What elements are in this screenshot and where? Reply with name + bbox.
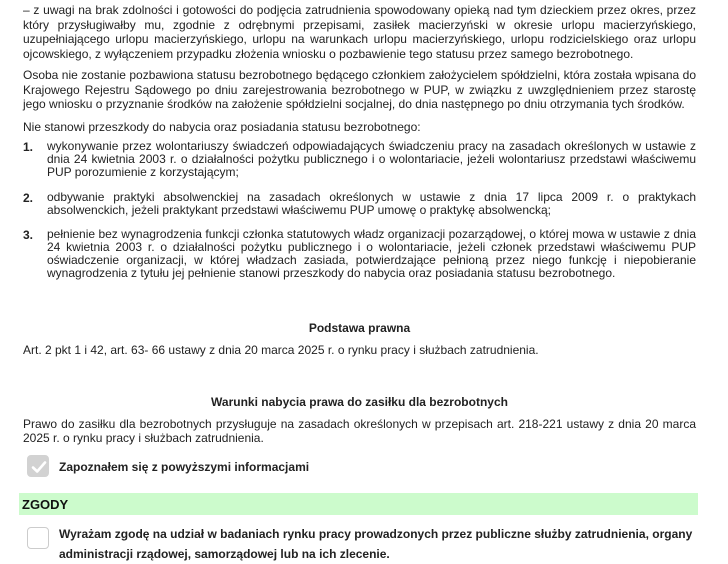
list-item-number: 1. bbox=[23, 140, 34, 154]
list-item-number: 3. bbox=[23, 228, 34, 242]
list-item-text: pełnienie bez wynagrodzenia funkcji członka statutowych władz organizacji pozarządowej, o której mowa w ustawie z dnia 24 kwietnia 2003 r. o działalności pożytku publicznego i o wolontariacie, jeżeli członek przedstawi właściwemu PUP oświadczenie organizacji, w której władzach zasiada, potwierdzające pełnioną przez niego funkcję i niepobieranie wynagrodzenia z tytułu jej pełnienie stanowi przeszkody do nabycia oraz posiadania statusu bezrobotnego. bbox=[47, 227, 696, 280]
list-item-number: 2. bbox=[23, 191, 34, 205]
benefit-conditions-heading: Warunki nabycia prawa do zasiłku dla bezrobotnych bbox=[211, 395, 508, 409]
cooperative-paragraph: Osoba nie zostanie pozbawiona statusu bezrobotnego będącego członkiem założycielem spółdzielni, która została wpisana do Krajowego Rejestru Sądowego po dniu zarejestrowania bezrobotnego w PUP, w związku z uwzględnieniem przez starostę jego wniosku o przyznanie środków na założenie spółdzielni socjalnej, do dnia następnego po dniu otrzymania tych środków. bbox=[23, 68, 696, 111]
legal-basis-text: Art. 2 pkt 1 i 42, art. 63- 66 ustawy z dnia 20 marca 2025 r. o rynku pracy i służbach zatrudnienia. bbox=[23, 343, 539, 357]
legal-basis-heading: Podstawa prawna bbox=[308, 321, 411, 335]
acknowledge-label[interactable]: Zapoznałem się z powyższymi informacjami bbox=[59, 460, 310, 474]
consents-section-header bbox=[19, 493, 698, 515]
benefit-conditions-text: Prawo do zasiłku dla bezrobotnych przysługuje na zasadach określonych w przepisach art. 218-221 ustawy z dnia 20 marca 2025 r. o rynku pracy i służbach zatrudnienia. bbox=[23, 417, 696, 445]
intro-paragraph: – z uwagi na brak zdolności i gotowości do podjęcia zatrudnienia spowodowany opieką nad tym dzieckiem przez okres, przez który przysługiwałby mu, zgodnie z odrębnymi przepisami, zasiłek macierzyński w okresie urlopu macierzyńskiego, uzupełniającego urlopu macierzyńskiego, urlopu na warunkach urlopu macierzyńskiego, urlopu rodzicielskiego oraz urlopu ojcowskiego, z wyłączeniem przypadku złożenia wniosku o pozbawienie tego statusu przez samego bezrobotnego. bbox=[23, 3, 696, 61]
checkmark-icon bbox=[31, 459, 47, 475]
list-item-text: odbywanie praktyki absolwenckiej na zasadach określonych w ustawie z dnia 17 lipca 2009 r. o praktykach absolwenckich, jeżeli praktykant przedstawi właściwemu PUP umowę o praktykę absolwencką; bbox=[47, 190, 696, 217]
consents-title: ZGODY bbox=[22, 497, 69, 512]
research-consent-label[interactable]: Wyrażam zgodę na udział w badaniach rynku pracy prowadzonych przez publiczne służby zatrudnienia, organy administracji rządowej, samorządowej lub na ich zlecenie. bbox=[59, 527, 693, 561]
research-consent-checkbox[interactable] bbox=[27, 527, 49, 549]
list-item-text: wykonywanie przez wolontariuszy świadczeń odpowiadających świadczeniu pracy na zasadach określonych w ustawie z dnia 24 kwietnia 2003 r. o działalności pożytku publicznego i o wolontariacie, jeżeli wolontariusz przedstawi właściwemu PUP porozumienie z korzystającym; bbox=[47, 139, 696, 179]
acknowledge-checkbox[interactable] bbox=[27, 455, 49, 477]
no-obstacle-intro: Nie stanowi przeszkody do nabycia oraz posiadania statusu bezrobotnego: bbox=[23, 120, 421, 134]
